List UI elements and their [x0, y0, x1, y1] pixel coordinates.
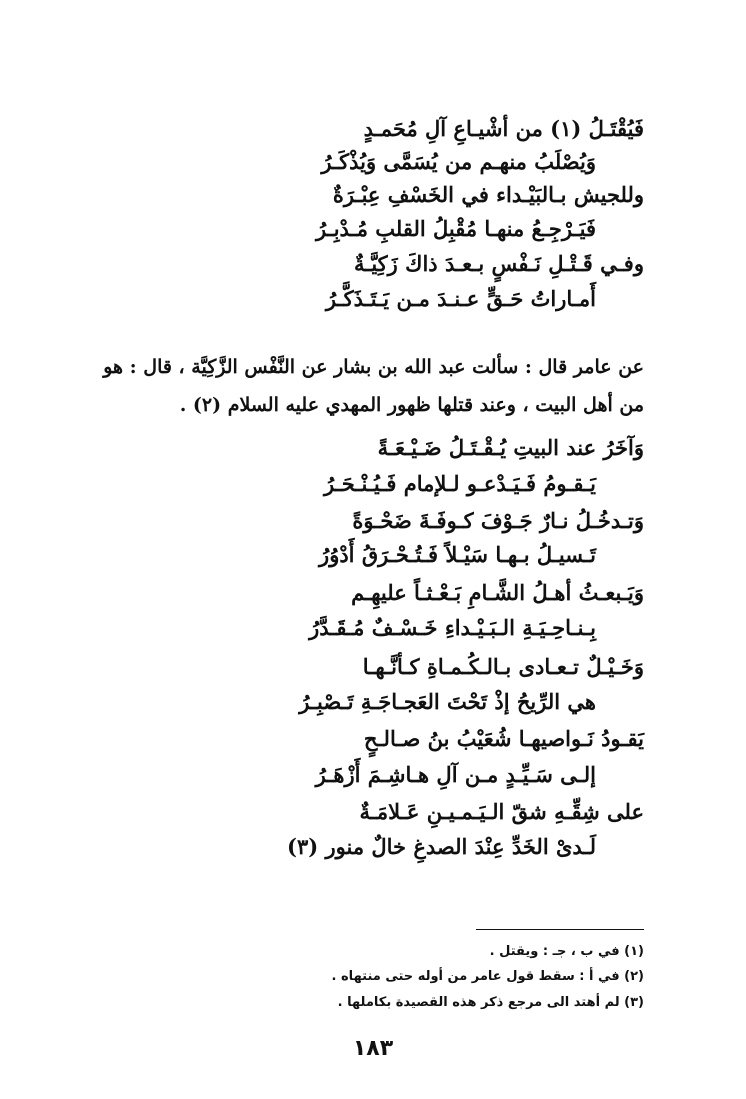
poem1-line-3: وللجيش بـالبَيْـداء في الخَسْفِ عِبْـرَةٌ [332, 182, 644, 207]
poem1-line-6: أَمـاراتُ حَـقٍّ عـنـدَ مـن يَـتَـذَكَّـرُ [325, 286, 596, 311]
footnote-1: (١) في ب ، جـ : ويقتل . [489, 944, 644, 959]
poem2-line-1: وَآخَرُ عند البيتِ يُـقْـتَـلُ ضَـيْـعَـةً [377, 435, 644, 460]
poem2-line-12: لَـدىْ الخَدِّ عِنْدَ الصدغِ خالٌ منور (٣) [287, 834, 596, 859]
poem2-line-10: إلـى سَـيِّـدٍ مـن آلِ هـاشِـمَ أَزْهَـرُ [315, 762, 596, 787]
poem2-line-9: يَقـودُ نَـواصيهـا شُعَيْبُ بنُ صـالـحٍ [363, 726, 644, 751]
poem2-line-6: بِـنـاحِـيَـةِ الـبَـيْـداءِ خَـسْـفٌ مُـقَـدَّرُ [309, 615, 596, 640]
poem1-line-5: وفـي قَـتْـلِ نَـفْسٍ بـعـدَ ذاكَ زَكِيَّـةٌ [353, 251, 644, 276]
poem1-line-1: فَيُقْتَـلُ (١) من أشْيـاعِ آلِ مُحَمـدٍ [363, 116, 644, 141]
poem2-line-7: وَخَـيْـلٌ تـعـادى بـالـكُـمـاةِ كـأنَّـهـا [362, 654, 644, 679]
poem1-line-2: وَيُصْلَبُ منهـم من يُسَمَّى وَيُذْكَـرُ [321, 149, 596, 174]
poem2-line-11: على شِقِّـهِ شقّ الـيَـمـيـنِ عَـلامَـةٌ [359, 799, 644, 824]
prose-line-2: من أهل البيت ، وعند قتلها ظهور المهدي عليه السلام (٢) . [179, 394, 644, 416]
poem2-line-8: هي الرِّيحُ إذْ تَحْتَ العَجـاجَـةِ تَـصْبِـرُ [299, 689, 596, 714]
poem2-line-3: وَتـدخُـلُ نـارٌ جَـوْفَ كـوفَـةَ ضَحْـوَةً [352, 508, 644, 533]
footnote-3: (٣) لم أهتد الى مرجع ذكر هذه القصيدة بكاملها . [337, 995, 644, 1010]
poem2-line-2: يَـقـومُ فَـيَـدْعـو لـلإمام فَـيُـنْـحَـرُ [324, 471, 596, 496]
page-number: ١٨٣ [352, 1036, 394, 1061]
footnote-divider [476, 929, 644, 930]
poem2-line-5: وَيَـبعـثُ أهـلُ الشَّـامِ بَـعْـثـاً عليهِـم [351, 580, 644, 605]
footnote-2: (٢) في أ : سقط قول عامر من أوله حتى منتهاه . [331, 969, 644, 984]
poem1-line-4: فَيَـرْجِـعُ منهـا مُقْبِلُ القلبِ مُـدْبِـرُ [315, 216, 596, 241]
poem2-line-4: تَـسيـلُ بـهـا سَيْـلاً فَـتُـحْـرَقُ أَدْوُرُ [319, 542, 596, 567]
prose-line-1: عن عامر قال : سألت عبد الله بن بشار عن النَّفْس الزَّكِيَّة ، قال : هو [103, 356, 644, 378]
